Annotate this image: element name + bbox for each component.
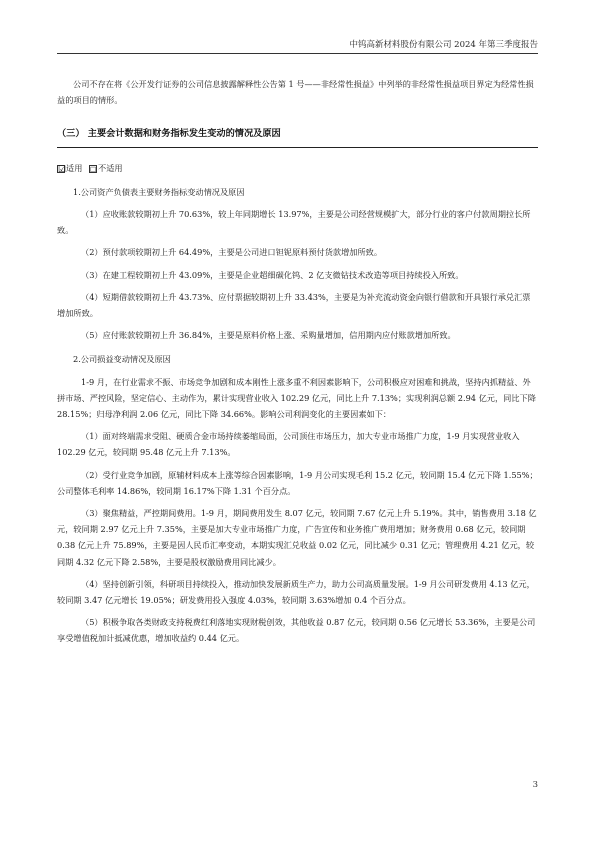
- balance-sheet-item: （4）短期借款较期初上升 43.73%、应付票据较期初上升 33.43%，主要是为补充流动资金向银行借款和开具银行承兑汇票增加所致。: [57, 291, 531, 319]
- unchecked-box-icon: ☐: [90, 165, 97, 174]
- balance-sheet-item: （2）预付款项较期初上升 64.49%，主要是公司进口钽铌原料预付货款增加所致。: [81, 247, 383, 258]
- not-applicable-label: 不适用: [98, 162, 123, 173]
- header-divider: [57, 53, 538, 54]
- income-item: （5）积极争取各类财政支持税费红利落地实现财税创效，其他收益 0.87 亿元，较同期 0.56 亿元增长 53.36%，主要是公司享受增值税加计抵减优惠，增加收益约 0.44 亿元。: [57, 617, 536, 644]
- income-item: （4）坚持创新引领，科研项目持续投入，推动加快发展新质生产力，助力公司高质量发展。1-9 月公司研发费用 4.13 亿元，较同期 3.47 亿元增长 19.05%；研发费用投入强度 4.03%，较同期 3.63%增加 0.4 个百分点。: [57, 578, 535, 606]
- income-item: （2）受行业竞争加剧，原辅材料成本上涨等综合因素影响，1-9 月公司实现毛利 15.2 亿元，较同期 15.4 亿元下降 1.55%；公司整体毛利率 14.86%，较同期 16.17%下降 1.31 个百分点。: [57, 469, 538, 496]
- balance-sheet-item: （5）应付账款较期初上升 36.84%，主要是原料价格上涨、采购量增加，信用期内应付账款增加所致。: [81, 330, 456, 341]
- intro-paragraph: 公司不存在将《公开发行证券的公司信息披露解释性公告第 1 号——非经常性损益》中列举的非经常性损益项目界定为经常性损益的项目的情形。: [57, 79, 534, 106]
- income-overview-paragraph: 1-9 月，在行业需求不振、市场竞争加剧和成本刚性上涨多重不利因素影响下，公司积极应对困难和挑战，坚持内抓精益、外拼市场、严控风险，坚定信心、主动作为，累计实现营业收入 102.29 亿元，同比上升 7.13%；实现利润总额 2.94 亿元，同比下降 28.15%；归母净利润 2.06 亿元，同比下降 34.66%。影响公司利润变化的主要因素如下：: [57, 376, 536, 420]
- section-divider: [57, 147, 538, 148]
- page-body: [57, 76, 538, 647]
- applicable-label: 适用: [66, 162, 83, 173]
- section-title: [57, 126, 538, 142]
- report-header: 中钨高新材料股份有限公司 2024 年第三季度报告: [349, 40, 538, 50]
- income-item: （1）面对终端需求受阻、硬质合金市场持续萎缩局面，公司顶住市场压力，加大专业市场推广力度，1-9 月实现营业收入 102.29 亿元，较同期 95.48 亿元上升 7.13%。: [57, 431, 520, 458]
- checked-box-icon: ☑: [58, 164, 67, 175]
- income-statement-heading: 2.公司损益变动情况及原因: [73, 354, 171, 365]
- applicability-line: [57, 160, 538, 176]
- page-number: 3: [532, 780, 538, 790]
- balance-sheet-item: （3）在建工程较期初上升 43.09%，主要是企业超细碳化钨、2 亿支微钻技术改造等项目持续投入所致。: [81, 269, 464, 280]
- section-title-text: （三） 主要会计数据和财务指标发生变动的情况及原因: [57, 128, 281, 140]
- income-item: （3）聚焦精益，严控期间费用。1-9 月，期间费用发生 8.07 亿元，较同期 7.67 亿元上升 5.19%。其中，销售费用 3.18 亿元，较同期 2.97 亿元上升 7.35%，主要是加大专业市场推广力度，广告宣传和业务推广费用增加；财务费用 0.68 亿元，较同期 0.38 亿元上升 75.89%，主要是因人民币汇率变动，本期实现汇兑收益 0.02 亿元，同比减少 0.31 亿元；管理费用 4.21 亿元，较同期 4.32 亿元下降 2.58%，主要是股权激励费用同比减少。: [57, 508, 537, 567]
- balance-sheet-item: （1）应收账款较期初上升 70.63%，较上年同期增长 13.97%，主要是公司经营规模扩大，部分行业的客户付款周期拉长所致。: [57, 209, 531, 236]
- balance-sheet-heading: 1.公司资产负债表主要财务指标变动情况及原因: [73, 186, 245, 197]
